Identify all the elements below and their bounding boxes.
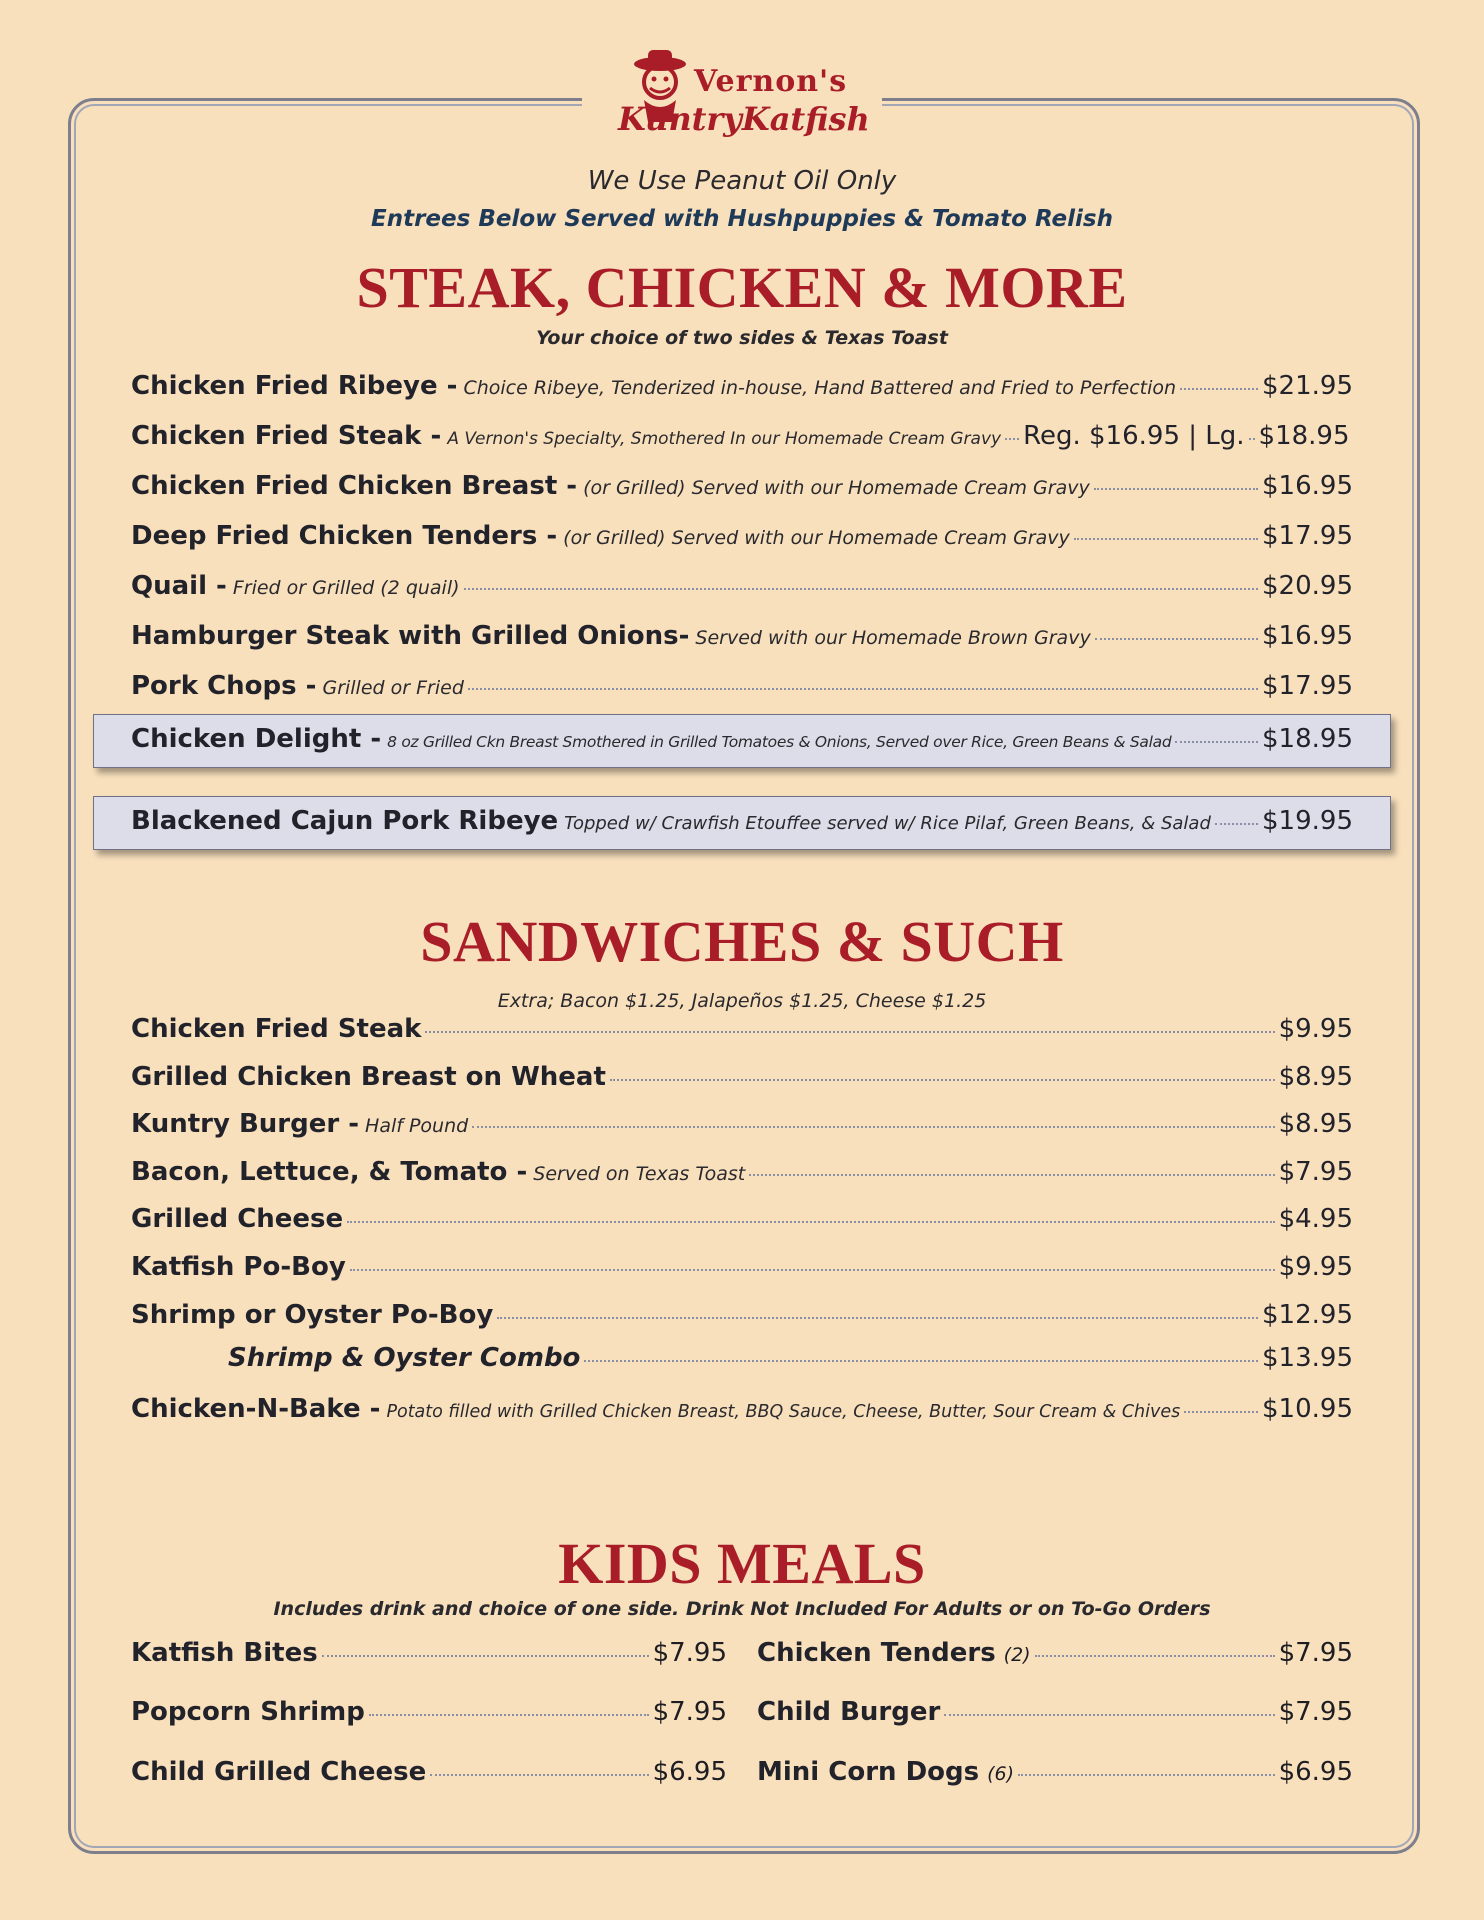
item-name: Bacon, Lettuce, & Tomato - xyxy=(131,1157,528,1187)
leader-dots xyxy=(430,1773,648,1776)
menu-item xyxy=(131,1109,1353,1145)
leader-dots xyxy=(497,1316,1258,1319)
item-description: Topped w/ Crawfish Etouffee served w/ Rice Pilaf, Green Beans, & Salad xyxy=(564,813,1211,834)
item-name: Shrimp & Oyster Combo xyxy=(228,1343,581,1373)
item-price: $7.95 xyxy=(1278,1638,1353,1668)
leader-dots xyxy=(425,1030,1274,1033)
item-name: Shrimp or Oyster Po-Boy xyxy=(131,1300,494,1330)
item-price: $12.95 xyxy=(1262,1300,1353,1330)
leader-dots xyxy=(1184,1410,1258,1413)
item-description: (or Grilled) Served with our Homemade Cream Gravy xyxy=(563,527,1070,549)
leader-dots xyxy=(1249,437,1255,440)
leader-dots xyxy=(1094,487,1258,490)
leader-dots xyxy=(1018,1773,1275,1776)
item-description: 8 oz Grilled Ckn Breast Smothered in Grilled Tomatoes & Onions, Served over Rice, Green Beans & Salad xyxy=(387,733,1172,751)
leader-dots xyxy=(468,687,1258,690)
logo-line2: KuntryKatfish xyxy=(618,100,870,138)
item-description: Grilled or Fried xyxy=(322,677,464,699)
item-price: $8.95 xyxy=(1278,1062,1353,1092)
item-price: $9.95 xyxy=(1278,1014,1353,1044)
item-price: $7.95 xyxy=(1278,1157,1353,1187)
menu-item xyxy=(131,1204,1353,1240)
item-name: Hamburger Steak with Grilled Onions- xyxy=(131,621,690,651)
menu-item xyxy=(131,471,1353,507)
leader-dots xyxy=(472,1125,1274,1128)
sandwiches-section-subtitle: Extra; Bacon $1.25, Jalapeños $1.25, Cheese $1.25 xyxy=(497,990,987,1012)
kids-section-title: KIDS MEALS xyxy=(558,1531,926,1596)
item-description: Served with our Homemade Brown Gravy xyxy=(695,627,1091,649)
steak-section-subtitle: Your choice of two sides & Texas Toast xyxy=(536,327,948,349)
peanut-oil-tagline: We Use Peanut Oil Only xyxy=(587,166,897,196)
item-name: Quail - xyxy=(131,571,227,601)
menu-item xyxy=(131,1014,1353,1050)
kids-item xyxy=(131,1697,727,1733)
item-name: Deep Fried Chicken Tenders - xyxy=(131,521,558,551)
item-price: $10.95 xyxy=(1262,1394,1353,1424)
menu-item xyxy=(131,1300,1353,1336)
item-name: Chicken Tenders xyxy=(757,1638,996,1668)
menu-item xyxy=(131,1252,1353,1288)
item-name: Kuntry Burger - xyxy=(131,1109,360,1139)
item-name: Chicken-N-Bake - xyxy=(131,1394,381,1424)
logo xyxy=(582,44,882,154)
leader-dots xyxy=(1074,537,1258,540)
item-price: $7.95 xyxy=(652,1638,727,1668)
item-price: $18.95 xyxy=(1262,724,1353,754)
menu-item xyxy=(131,521,1353,557)
item-description: Fried or Grilled (2 quail) xyxy=(232,577,460,599)
menu-item xyxy=(131,571,1353,607)
leader-dots xyxy=(1180,387,1258,390)
item-price: $9.95 xyxy=(1278,1252,1353,1282)
logo-line1: Vernon's xyxy=(694,64,848,99)
item-price: $6.95 xyxy=(1278,1757,1353,1787)
item-name: Grilled Chicken Breast on Wheat xyxy=(131,1062,606,1092)
leader-dots xyxy=(369,1713,649,1716)
item-name: Pork Chops - xyxy=(131,671,317,701)
sandwiches-section-title: SANDWICHES & SUCH xyxy=(420,909,1064,974)
leader-dots xyxy=(610,1078,1275,1081)
item-quantity-note: (2) xyxy=(1003,1644,1031,1666)
item-price: $6.95 xyxy=(652,1757,727,1787)
kids-item xyxy=(757,1697,1353,1733)
item-name: Chicken Fried Steak - xyxy=(131,421,442,451)
item-name: Grilled Cheese xyxy=(131,1204,344,1234)
kids-item xyxy=(131,1638,727,1674)
menu-item xyxy=(131,1394,1353,1430)
item-price: $8.95 xyxy=(1278,1109,1353,1139)
item-name: Blackened Cajun Pork Ribeye xyxy=(131,806,559,836)
item-name: Child Grilled Cheese xyxy=(131,1757,427,1787)
steak-section-title: STEAK, CHICKEN & MORE xyxy=(356,255,1128,320)
kids-item xyxy=(757,1638,1353,1674)
leader-dots xyxy=(464,587,1258,590)
menu-item xyxy=(131,421,1353,457)
item-price: $18.95 xyxy=(1258,421,1350,451)
item-size-prices: Reg. $16.95 | Lg. xyxy=(1023,421,1245,451)
leader-dots xyxy=(322,1654,649,1657)
menu-item xyxy=(131,671,1353,707)
item-name: Katfish Bites xyxy=(131,1638,318,1668)
item-name: Popcorn Shrimp xyxy=(131,1697,365,1727)
leader-dots xyxy=(1215,822,1258,825)
item-quantity-note: (6) xyxy=(987,1763,1015,1785)
leader-dots xyxy=(350,1268,1275,1271)
leader-dots xyxy=(944,1713,1274,1716)
item-price: $7.95 xyxy=(1278,1697,1353,1727)
leader-dots xyxy=(749,1173,1274,1176)
item-name: Chicken Delight - xyxy=(131,724,382,754)
leader-dots xyxy=(584,1359,1258,1362)
item-description: Half Pound xyxy=(365,1115,469,1137)
entrees-note: Entrees Below Served with Hushpuppies & Tomato Relish xyxy=(371,206,1113,232)
item-name: Chicken Fried Steak xyxy=(131,1014,422,1044)
item-price: $17.95 xyxy=(1262,521,1353,551)
item-price: $16.95 xyxy=(1262,621,1353,651)
special-item xyxy=(131,806,1353,842)
item-price: $4.95 xyxy=(1278,1204,1353,1234)
item-price: $17.95 xyxy=(1262,671,1353,701)
item-price: $7.95 xyxy=(652,1697,727,1727)
menu-item xyxy=(131,1157,1353,1193)
item-name: Chicken Fried Ribeye - xyxy=(131,371,458,401)
item-price: $16.95 xyxy=(1262,471,1353,501)
kids-item xyxy=(757,1757,1353,1793)
item-description: A Vernon's Specialty, Smothered In our Homemade Cream Gravy xyxy=(447,429,1002,449)
item-name: Mini Corn Dogs xyxy=(757,1757,980,1787)
leader-dots xyxy=(347,1220,1274,1223)
leader-dots xyxy=(1175,740,1258,743)
item-description: Choice Ribeye, Tenderized in-house, Hand Battered and Fried to Perfection xyxy=(463,377,1177,399)
menu-item xyxy=(131,371,1353,407)
item-description: (or Grilled) Served with our Homemade Cream Gravy xyxy=(583,477,1090,499)
item-price: $21.95 xyxy=(1262,371,1353,401)
leader-dots xyxy=(1035,1654,1275,1657)
item-name: Chicken Fried Chicken Breast - xyxy=(131,471,578,501)
item-price: $19.95 xyxy=(1262,806,1353,836)
leader-dots xyxy=(1095,637,1258,640)
kids-item xyxy=(131,1757,727,1793)
menu-item xyxy=(131,621,1353,657)
item-price: $20.95 xyxy=(1262,571,1353,601)
kids-section-subtitle: Includes drink and choice of one side. Drink Not Included For Adults or on To-Go Orders xyxy=(273,1598,1211,1620)
special-item xyxy=(131,724,1353,760)
item-description: Served on Texas Toast xyxy=(533,1163,746,1185)
leader-dots xyxy=(1005,437,1019,440)
item-name: Child Burger xyxy=(757,1697,941,1727)
item-name: Katfish Po-Boy xyxy=(131,1252,346,1282)
item-description: Potato filled with Grilled Chicken Breast, BBQ Sauce, Cheese, Butter, Sour Cream & Chives xyxy=(386,1402,1181,1422)
item-price: $13.95 xyxy=(1262,1343,1353,1373)
menu-item-combo xyxy=(228,1343,1353,1379)
menu-item xyxy=(131,1062,1353,1098)
